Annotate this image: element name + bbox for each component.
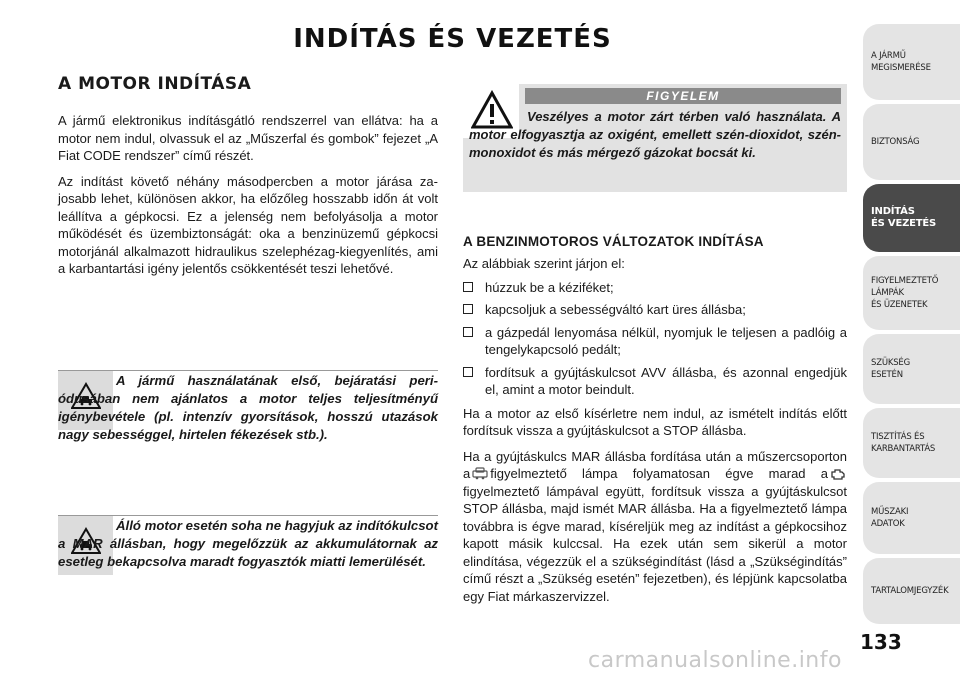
- right-column: [463, 84, 847, 613]
- warning-box: [463, 84, 847, 192]
- note-break-in-text: A jármű használatának első, bejáratási periódusában nem ajánlatos a motor teljes teljesítményű igénybevétele (pl. intenzív gyorsítások, hosszú utazások nagy sebességgel, hirtelen fékezések stb.).: [58, 373, 438, 442]
- list-item: a gázpedál lenyomása nélkül, nyomjuk le teljesen a padlóig a tengelykapcsoló pedált;: [463, 324, 847, 359]
- checkbox-bullet-icon: [463, 367, 473, 377]
- fiat-code-lamp-icon: [472, 467, 488, 480]
- list-item: húzzuk be a kéziféket;: [463, 279, 847, 297]
- checkbox-bullet-icon: [463, 282, 473, 292]
- paragraph-retry: Ha a motor az első kísérletre nem indul, az ismételt indítás előtt fordítsuk vissza a gyújtáskulcsot a STOP állásba.: [463, 405, 847, 438]
- page-title: INDÍTÁS ÉS VEZETÉS: [293, 24, 612, 54]
- tab-vehicle-familiarization[interactable]: A JÁRMŰ MEGISMERÉSE: [863, 24, 960, 100]
- note-key-position: [58, 515, 438, 571]
- warning-text: Veszélyes a motor zárt térben való használata. A motor elfogyasztja az oxigént, emellett szén-dioxidot, szén-monoxidot és más mérgező gázokat bocsát ki.: [469, 109, 841, 160]
- tab-emergency[interactable]: SZÜKSÉG ESETÉN: [863, 334, 960, 404]
- tab-maintenance[interactable]: TISZTÍTÁS ÉS KARBANTARTÁS: [863, 408, 960, 478]
- warning-header: FIGYELEM: [525, 88, 841, 104]
- list-item: kapcsoljuk a sebességváltó kart üres állásba;: [463, 301, 847, 319]
- section-title-engine-start: A MOTOR INDÍTÁSA: [58, 74, 252, 94]
- subsection-title-petrol: A BENZINMOTOROS VÁLTOZATOK INDÍTÁSA: [463, 234, 764, 249]
- checkbox-bullet-icon: [463, 304, 473, 314]
- watermark: carmanualsonline.info: [588, 648, 842, 673]
- note-break-in: [58, 370, 438, 444]
- paragraph-warning-lamps: Ha a gyújtáskulcs MAR állásba fordítása után a műszercsoporton a figyelmeztető lámpa folyamatosan égve marad afigyelmeztető lámpával együtt, fordítsuk vissza a gyújtáskulcsot STOP állásba, majd ismét MAR állásba. Ha a figyelmeztető lámpa továbbra is égve marad, kíséreljük meg az indítást a gépkocsihoz kapott másik kulccsal. Ha ezek után sem sikerül a motor elindítása, végezzük el a szükségindítást (lásd a „Szükségindítás” című részt a „Szükség esetén” fejezetben), és lépjünk kapcsolatba egy Fiat márkaszervizzel.: [463, 448, 847, 604]
- procedure-steps: [463, 279, 847, 399]
- tab-safety[interactable]: BIZTONSÁG: [863, 104, 960, 180]
- list-item: fordítsuk a gyújtáskulcsot AVV állásba, és azonnal engedjük el, amint a motor beindult.: [463, 364, 847, 399]
- paragraph-immobilizer: A jármű elektronikus indításgátló rendszerrel van ellátva: ha a motor nem indul, olvassuk el az „Műszerfal és gombok” fejezet „A Fiat CODE rendszer” című részét.: [58, 113, 438, 163]
- left-column: [58, 74, 438, 286]
- page-number: 133: [860, 630, 902, 654]
- procedure-intro: Az alábbiak szerint járjon el:: [463, 256, 625, 271]
- checkbox-bullet-icon: [463, 327, 473, 337]
- tab-warning-lights[interactable]: FIGYELMEZTETŐ LÁMPÁK ÉS ÜZENETEK: [863, 256, 960, 330]
- tab-technical-data[interactable]: MŰSZAKI ADATOK: [863, 482, 960, 554]
- engine-lamp-icon: [830, 467, 845, 480]
- tab-index[interactable]: TARTALOMJEGYZÉK: [863, 558, 960, 624]
- tab-starting-driving[interactable]: INDÍTÁS ÉS VEZETÉS: [863, 184, 960, 252]
- paragraph-engine-noise: Az indítást követő néhány másodpercben a motor járása zajosabb lehet, különösen akkor, ha előzőleg hosszabb időn át volt leállítva a gépkocsi. Ez a jelenség nem befolyásolja a motor működését és üzembiztonságát: oka a benzinüzemű gépkocsi motorjánál alkalmazott hidraulikus szelephézag-kiegyenlítés, ami a karbantartási igény jelentős csökkentését teszi lehetővé.: [58, 173, 438, 276]
- note-key-position-text: Álló motor esetén soha ne hagyjuk az indítókulcsot a MAR állásban, hogy megelőzzük az akkumulátornak az esetleg bekapcsolva maradt fogyasztók miatti lemerülését.: [58, 518, 438, 569]
- chapter-index-sidebar: [863, 0, 960, 677]
